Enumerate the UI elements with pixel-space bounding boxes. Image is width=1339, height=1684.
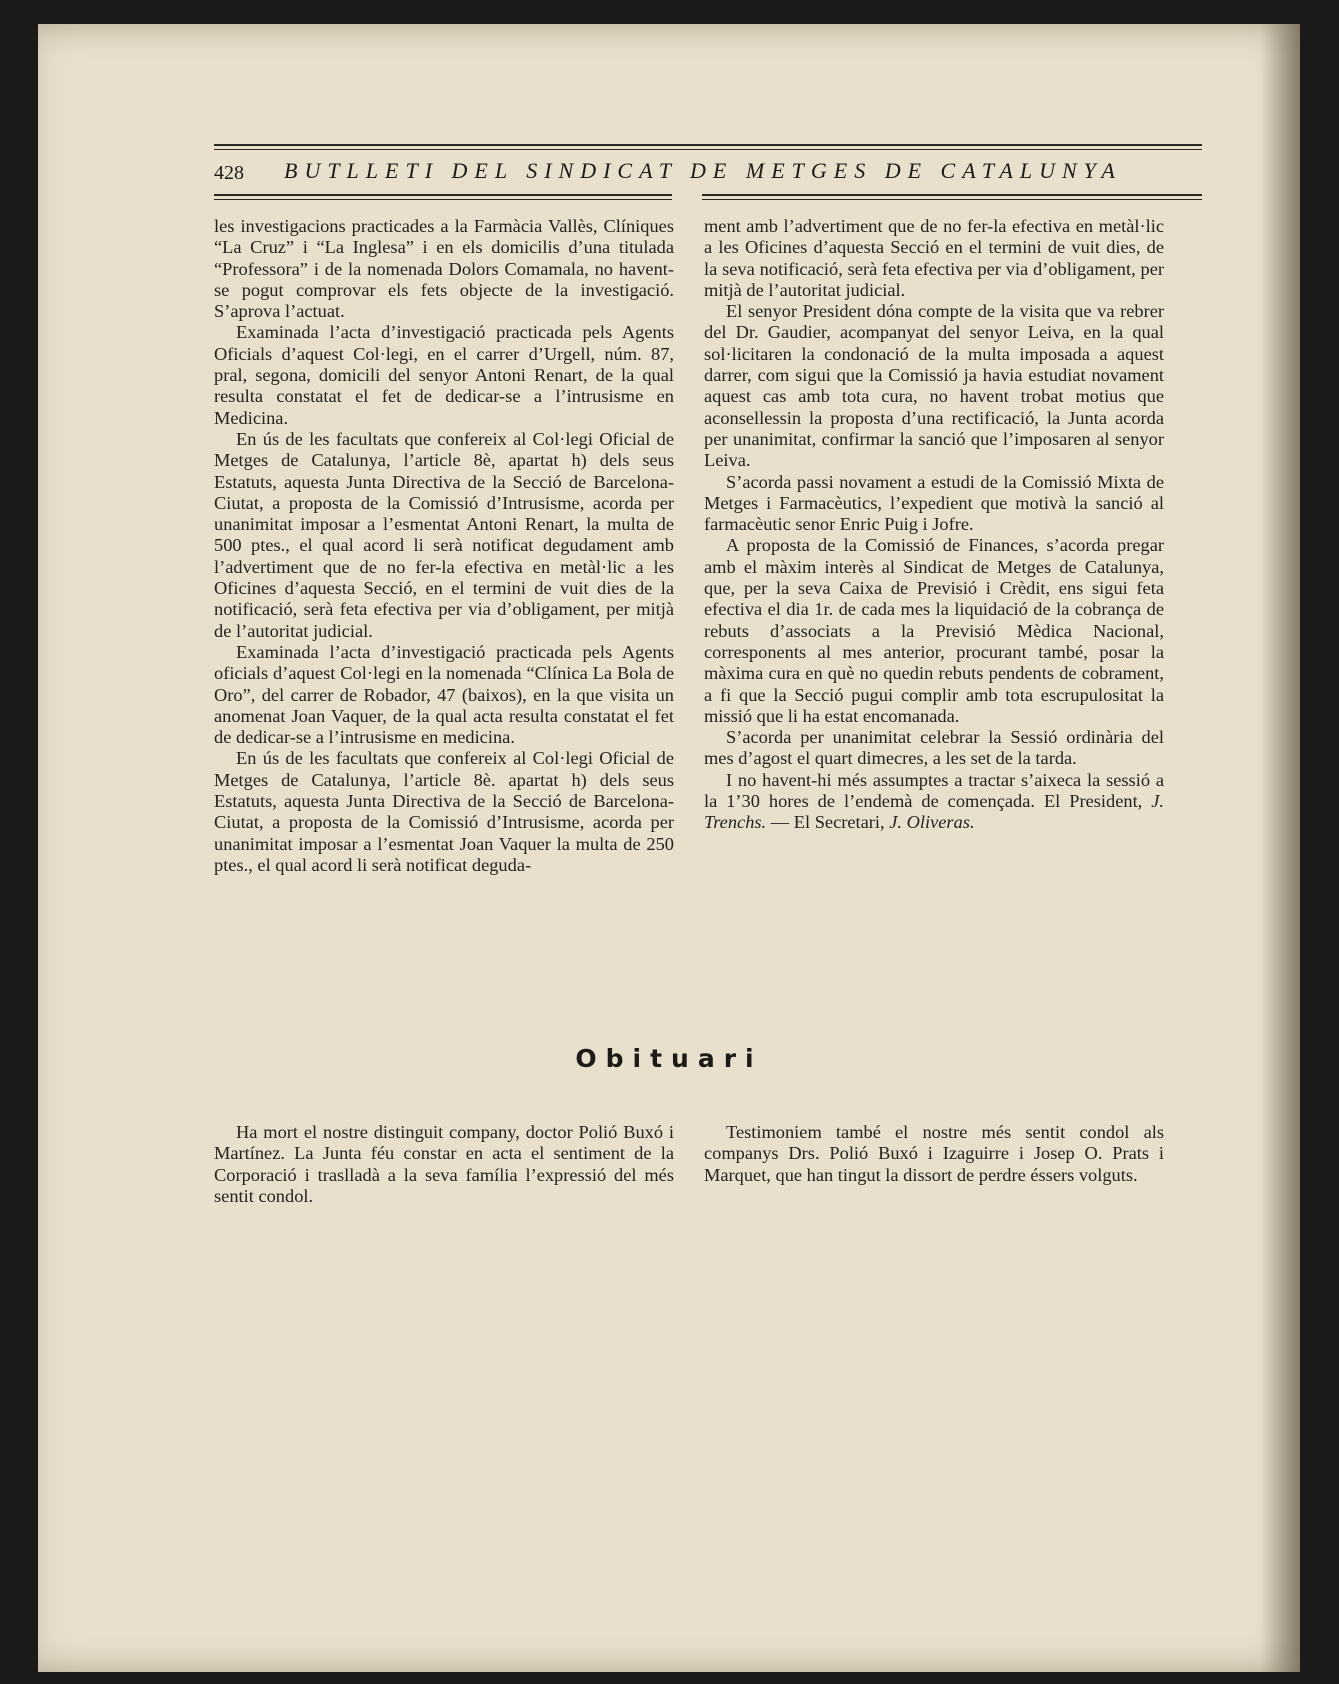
paragraph: Testimoniem també el nostre més sentit condol als companys Drs. Polió Buxó i Izaguirre i Josep O. Prats i Marquet, que han tingut la dissort de perdre éssers volguts. xyxy=(704,1122,1164,1185)
right-column xyxy=(704,216,1164,834)
paragraph: En ús de les facultats que confereix al Col·legi Oficial de Metges de Catalunya, l’article 8è, apartat h) dels seus Estatuts, aquesta Junta Directiva de la Secció de Barcelona-Ciutat, a proposta de la Comissió d’Intrusisme, acorda per unanimitat imposar a l’esmentat Antoni Renart, la multa de 500 ptes., el qual acord li serà notificat degudament amb l’advertiment que de no fer-la efectiva en metàl·lic a les Oficines d’aquesta Secció, en el termini de vuit dies de la notificació, serà feta efectiva per via d’obligament, per mitjà de l’autoritat judicial. xyxy=(214,428,674,641)
header-rule-bottom-right-thin xyxy=(702,199,1202,200)
president-name: J. Trenchs. xyxy=(704,791,1164,833)
paragraph: S’acorda per unanimitat celebrar la Sessió ordinària del mes d’agost el quart dimecres, a les set de la tarda. xyxy=(704,727,1164,769)
obituary-heading: Obituari xyxy=(575,1044,763,1073)
running-header xyxy=(214,144,1202,204)
header-rule-top xyxy=(214,144,1202,146)
journal-title: BUTLLETI DEL SINDICAT DE METGES DE CATALUNYA xyxy=(284,158,1122,183)
paragraph: Examinada l’acta d’investigació practicada pels Agents Oficials d’aquest Col·legi, en el carrer d’Urgell, núm. 87, pral, segona, domicili del senyor Antoni Renart, de la qual resulta constatat el fet de dedicar-se a l’intrusisme en Medicina. xyxy=(214,322,674,428)
header-rule-bottom-right xyxy=(702,194,1202,196)
closing-text: I no havent-hi més assumptes a tractar s’aixeca la sessió a la 1’30 hores de l’endemà de començada. El President, xyxy=(704,769,1164,812)
paragraph: En ús de les facultats que confereix al Col·legi Oficial de Metges de Catalunya, l’article 8è. apartat h) dels seus Estatuts, aquesta Junta Directiva de la Secció de Barcelona-Ciutat, a proposta de la Comissió d’Intrusisme, acorda per unanimitat imposar a l’esmentat Joan Vaquer la multa de 250 ptes., el qual acord li serà notificat deguda- xyxy=(214,748,674,875)
secretary-name: J. Oliveras. xyxy=(889,812,975,833)
header-rule-bottom-left-thin xyxy=(214,199,672,200)
paragraph: les investigacions practicades a la Farmàcia Vallès, Clíniques “La Cruz” i “La Inglesa” i en els domicilis d’una titulada “Professora” i de la nomenada Dolors Comamala, no havent-se pogut comprovar els fets objecte de la investigació. S’aprova l’actuat. xyxy=(214,216,674,322)
header-rule-bottom-left xyxy=(214,194,672,196)
left-column xyxy=(214,216,674,876)
closing-paragraph xyxy=(704,770,1164,834)
page-number: 428 xyxy=(214,162,244,184)
header-rule-top-thin xyxy=(214,149,1202,150)
paragraph: A proposta de la Comissió de Finances, s’acorda pregar amb el màxim interès al Sindicat de Metges de Catalunya, que, per la seva Caixa de Previsió i Crèdit, ens sigui feta efectiva el dia 1r. de cada mes la liquidació de la cobrança de rebuts d’associats a la Previsió Mèdica Nacional, corresponents al mes anterior, procurant també, posar la màxima cura en què no quedin rebuts pendents de cobrament, a fi que la Secció pugui complir amb tota escrupulositat la missió que li ha estat encomanada. xyxy=(704,535,1164,726)
paragraph: Ha mort el nostre distinguit company, doctor Polió Buxó i Martínez. La Junta féu constar en acta el sentiment de la Corporació i traslladà a la seva família l’expressió del més sentit condol. xyxy=(214,1122,674,1206)
obituary-right-column xyxy=(704,1122,1164,1186)
obituary-left-column xyxy=(214,1122,674,1207)
closing-dash: — El Secretari, xyxy=(766,812,890,833)
page xyxy=(38,24,1300,1672)
paragraph: S’acorda passi novament a estudi de la Comissió Mixta de Metges i Farmacèutics, l’expedient que motivà la sanció al farmacèutic senor Enric Puig i Jofre. xyxy=(704,471,1164,535)
paragraph: ment amb l’advertiment que de no fer-la efectiva en metàl·lic a les Oficines d’aquesta Secció en el termini de vuit dies, de la seva notificació, serà feta efectiva per via d’obligament, per mitjà de l’autoritat judicial. xyxy=(704,216,1164,300)
paragraph: Examinada l’acta d’investigació practicada pels Agents oficials d’aquest Col·legi en la nomenada “Clínica La Bola de Oro”, del carrer de Robador, 47 (baixos), en la que visita un anomenat Joan Vaquer, de la qual acta resulta constatat el fet de dedicar-se a l’intrusisme en medicina. xyxy=(214,641,674,748)
page-edge-shadow xyxy=(1260,24,1300,1672)
paragraph: El senyor President dóna compte de la visita que va rebrer del Dr. Gaudier, acompanyat del senyor Leiva, en la qual sol·licitaren la condonació de la multa imposada a aquest darrer, com sigui que la Comissió ja havia estudiat novament aquest cas amb tota cura, no havent trobat motius que aconsellessin la proposta d’una rectificació, la Junta acorda per unanimitat, confirmar la sanció que l’imposaren al senyor Leiva. xyxy=(704,301,1164,471)
